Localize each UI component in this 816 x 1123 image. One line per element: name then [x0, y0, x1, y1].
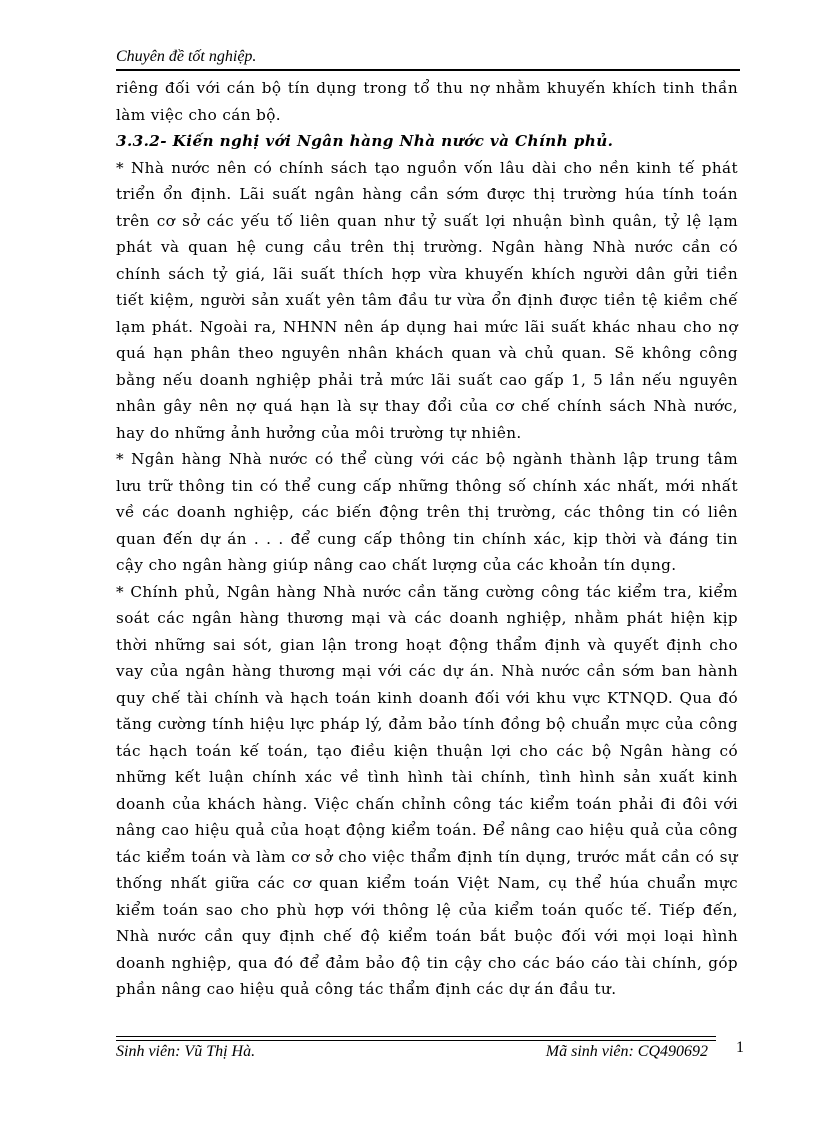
- footer-student-name: Sinh viên: Vũ Thị Hà.: [116, 1043, 256, 1060]
- page-number: 1: [736, 1039, 744, 1056]
- paragraph-1: * Nhà nước nên có chính sách tạo nguồn vốn lâu dài cho nền kinh tế phát triển ổn định. Lãi suất ngân hàng cần sớm được thị trường húa tính toán trên cơ sở các yếu tố liên quan như tỷ suất lợi nhuận bình quân, tỷ lệ lạm phát và quan hệ cung cầu trên thị trường. Ngân hàng Nhà nước cần có chính sách tỷ giá, lãi suất thích hợp vừa khuyến khích người dân gửi tiền tiết kiệm, người sản xuất yên tâm đầu tư vừa ổn định được tiền tệ kiềm chế lạm phát. Ngoài ra, NHNN nên áp dụng hai mức lãi suất khác nhau cho nợ quá hạn phân theo nguyên nhân khách quan và chủ quan. Sẽ không công bằng nếu doanh nghiệp phải trả mức lãi suất cao gấp 1, 5 lần nếu nguyên nhân gây nên nợ quá hạn là sự thay đổi của cơ chế chính sách Nhà nước, hay do những ảnh hưởng của môi trường tự nhiên.: [116, 158, 738, 442]
- intro-paragraph: riêng đối với cán bộ tín dụng trong tổ thu nợ nhằm khuyến khích tinh thần làm việc cho cán bộ.: [116, 79, 738, 124]
- footer-rule-bottom: [116, 1040, 716, 1041]
- paragraph-2: * Ngân hàng Nhà nước có thể cùng với các bộ ngành thành lập trung tâm lưu trữ thông tin có thể cung cấp những thông số chính xác nhất, mới nhất về các doanh nghiệp, các biến động trên thị trường, các thông tin có liên quan đến dự án . . . để cung cấp thông tin chính xác, kịp thời và đáng tin cậy cho ngân hàng giúp nâng cao chất lượng của các khoản tín dụng.: [116, 450, 738, 574]
- footer-student-id: Mã sinh viên: CQ490692: [545, 1043, 708, 1060]
- header-rule: [116, 69, 740, 71]
- header-title: Chuyên đề tốt nghiệp.: [116, 48, 257, 65]
- section-heading: 3.3.2- Kiến nghị với Ngân hàng Nhà nước và Chính phủ.: [116, 132, 614, 150]
- body-text: [116, 75, 738, 1003]
- footer-rule-top: [116, 1036, 716, 1037]
- paragraph-3: * Chính phủ, Ngân hàng Nhà nước cần tăng cường công tác kiểm tra, kiểm soát các ngân hàng thương mại và các doanh nghiệp, nhằm phát hiện kịp thời những sai sót, gian lận trong hoạt động thẩm định và quyết định cho vay của ngân hàng thương mại với các dự án. Nhà nước cần sớm ban hành quy chế tài chính và hạch toán kinh doanh đối với khu vực KTNQD. Qua đó tăng cường tính hiệu lực pháp lý, đảm bảo tính đồng bộ chuẩn mực của công tác hạch toán kế toán, tạo điều kiện thuận lợi cho các bộ Ngân hàng có những kết luận chính xác về tình hình tài chính, tình hình sản xuất kinh doanh của khách hàng. Việc chấn chỉnh công tác kiểm toán phải đi đôi với nâng cao hiệu quả của hoạt động kiểm toán. Để nâng cao hiệu quả của công tác kiểm toán và làm cơ sở cho việc thẩm định tín dụng, trước mắt cần có sự thống nhất giữa các cơ quan kiểm toán Việt Nam, cụ thể húa chuẩn mực kiểm toán sao cho phù hợp với thông lệ của kiểm toán quốc tế. Tiếp đến, Nhà nước cần quy định chế độ kiểm toán bắt buộc đối với mọi loại hình doanh nghiệp, qua đó để đảm bảo độ tin cậy cho các báo cáo tài chính, góp phần nâng cao hiệu quả công tác thẩm định các dự án đầu tư.: [116, 582, 738, 998]
